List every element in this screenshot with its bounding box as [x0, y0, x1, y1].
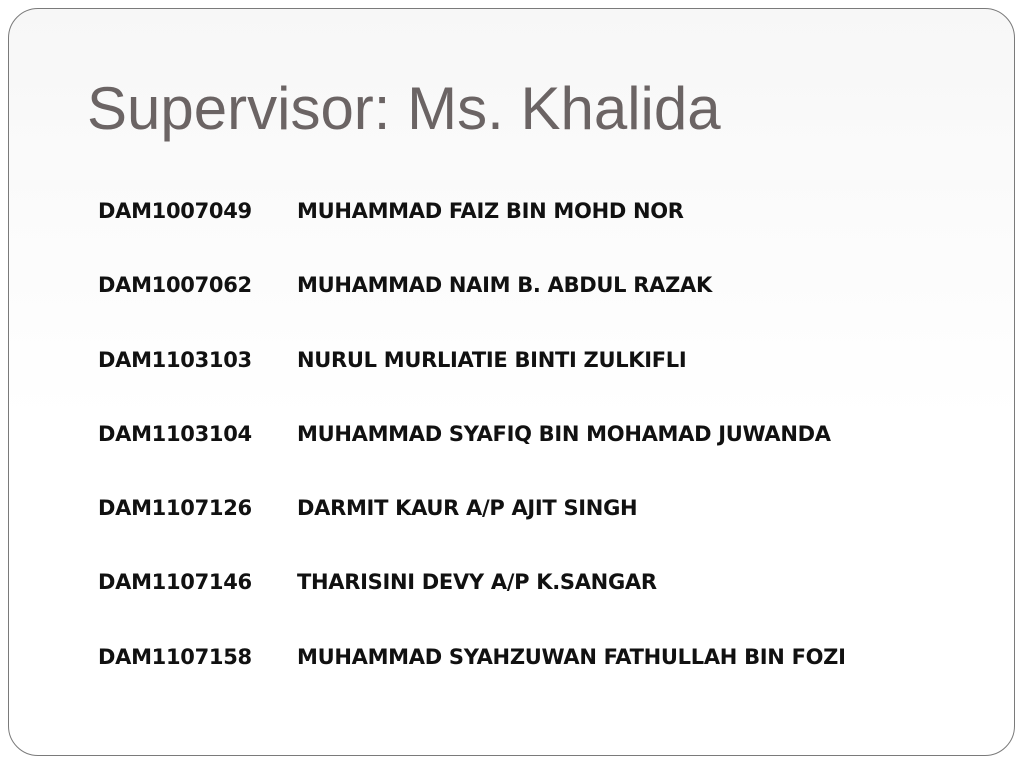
- slide-title: Supervisor: Ms. Khalida: [87, 75, 721, 142]
- student-id: DAM1103104: [98, 421, 252, 446]
- student-row: [98, 492, 978, 566]
- student-name: MUHAMMAD SYAFIQ BIN MOHAMAD JUWANDA: [297, 421, 831, 446]
- student-row: [98, 641, 978, 715]
- student-row: [98, 566, 978, 640]
- student-row: [98, 195, 978, 269]
- student-name: MUHAMMAD NAIM B. ABDUL RAZAK: [297, 273, 712, 298]
- slide-frame: [8, 8, 1015, 756]
- student-id: DAM1007049: [98, 199, 252, 223]
- student-row: [98, 269, 978, 343]
- student-name: DARMIT KAUR A/P AJIT SINGH: [297, 496, 638, 521]
- student-id: DAM1103103: [98, 347, 252, 372]
- student-id: DAM1107158: [98, 644, 252, 669]
- student-name: MUHAMMAD SYAHZUWAN FATHULLAH BIN FOZI: [297, 644, 846, 669]
- student-row: [98, 344, 978, 418]
- student-list: [98, 195, 978, 715]
- student-id: DAM1107126: [98, 496, 252, 521]
- student-id: DAM1107146: [98, 570, 252, 595]
- student-name: MUHAMMAD FAIZ BIN MOHD NOR: [297, 199, 684, 223]
- student-name: THARISINI DEVY A/P K.SANGAR: [297, 570, 657, 595]
- student-name: NURUL MURLIATIE BINTI ZULKIFLI: [297, 347, 687, 372]
- student-row: [98, 418, 978, 492]
- student-id: DAM1007062: [98, 273, 252, 298]
